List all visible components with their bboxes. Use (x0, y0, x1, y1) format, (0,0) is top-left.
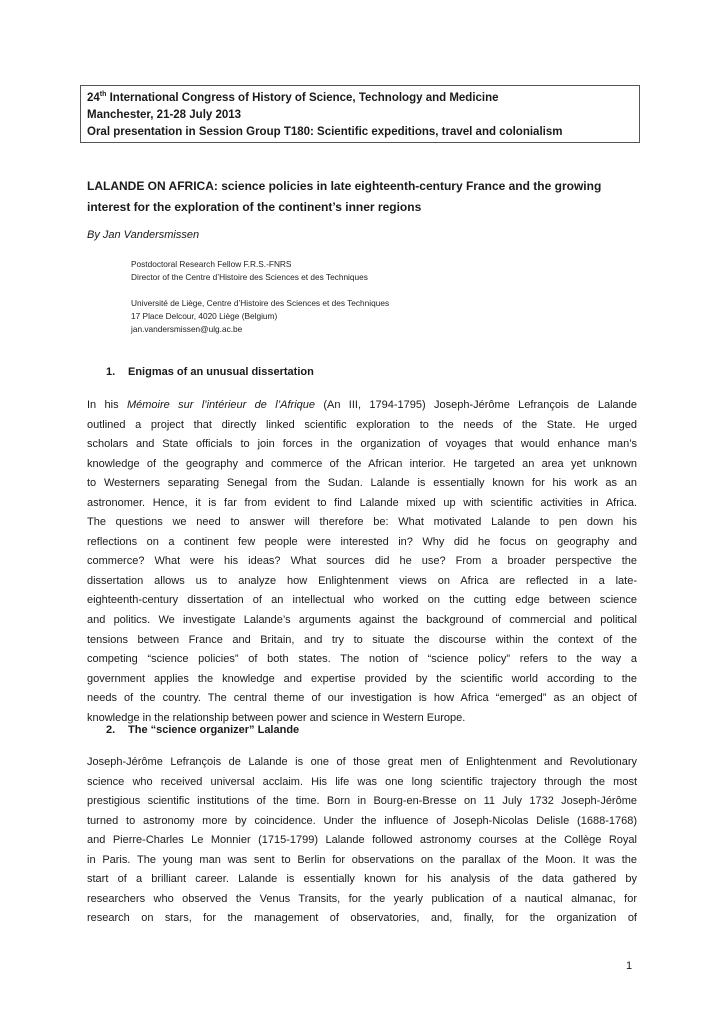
session-info: Oral presentation in Session Group T180: Scientific expeditions, travel and colonialism (87, 126, 563, 138)
line-lead: In his (87, 399, 127, 411)
page-number: 1 (626, 960, 633, 972)
paragraph-line: turned to astronomy more by coincidence. Under the influence of Joseph-Nicolas Delisle (1688-1768) (87, 814, 637, 827)
affiliation-position: Postdoctoral Research Fellow F.R.S.-FNRS (131, 259, 292, 269)
conference-place-date: Manchester, 21-28 July 2013 (87, 109, 242, 121)
paragraph-line: eighteenth-century dissertation of an intellectual who worked on the cutting edge between science (87, 594, 637, 607)
paper-title (87, 176, 647, 218)
paragraph-line: in Paris. The young man was sent to Berlin for observations on the parallax of the Moon. It was the (87, 853, 637, 866)
paragraph-line: tensions between France and Britain, and try to situate the discourse within the context of the (87, 633, 637, 646)
paragraph-line: and Pierre-Charles Le Monnier (1715-1799) Lalande followed astronomy courses at the Collège Royal (87, 834, 637, 847)
affiliation-position-block (131, 258, 631, 284)
paragraph-line: needs of the country. The central theme of our investigation is how Africa “emerged” as an object of (87, 692, 637, 705)
section-heading-1 (106, 366, 314, 378)
paragraph-line: reflections on a continent few people were interested in? Why did he focus on geography and (87, 535, 637, 548)
affiliation-address-block (131, 297, 631, 336)
title-line-1: LALANDE ON AFRICA: science policies in late eighteenth-century France and the growing (87, 179, 602, 193)
paragraph-line: commerce? What were his ideas? What sources did he use? From a broader perspective the (87, 555, 637, 568)
paragraph-line (87, 396, 637, 416)
affiliation-email: jan.vandersmissen@ulg.ac.be (131, 324, 243, 334)
paragraph-line: to Westerners separating Senegal from the Sudan. Lalande is essentially known for his work as an (87, 477, 637, 490)
paragraph-line: knowledge of the geography and commerce of the African interior. He targeted an area yet unknown (87, 457, 637, 470)
title-line-2: interest for the exploration of the continent’s inner regions (87, 200, 422, 214)
paragraph-line: Joseph-Jérôme Lefrançois de Lalande is one of those great men of Enlightenment and Revolutionary (87, 756, 637, 768)
section-heading-2 (106, 724, 299, 736)
work-title: Mémoire sur l’intérieur de l’Afrique (126, 399, 315, 411)
paragraph-line: knowledge in the relationship between power and science in Western Europe. (87, 711, 466, 724)
paragraph-line: and politics. We investigate Lalande’s arguments against the background of commercial and political (87, 614, 637, 627)
section-title: The “science organizer” Lalande (128, 724, 300, 736)
section-number: 1. (106, 366, 116, 378)
author-byline: By Jan Vandersmissen (87, 229, 200, 241)
affiliation-address: 17 Place Delcour, 4020 Liège (Belgium) (131, 311, 278, 321)
paragraph-line: dissertation allows us to analyze how Enlightenment views on Africa are reflected in a late- (87, 574, 637, 587)
paragraph-line: astronomer. Hence, it is far from evident to find Lalande mixed up with scientific activities in Africa. (87, 496, 637, 509)
section-number: 2. (106, 724, 116, 736)
paragraph-line: researchers who observed the Venus Transits, for the yearly publication of a nautical almanac, for (87, 892, 637, 905)
affiliation-director: Director of the Centre d’Histoire des Sciences et des Techniques (131, 272, 368, 282)
paragraph-line: prestigious scientific institutions of the time. Born in Bourg-en-Bresse on 11 July 1732 Joseph-Jérôme (87, 795, 637, 808)
paragraph-line: start of a brilliant career. Lalande is essentially known for his analysis of the data gathered by (87, 873, 637, 886)
ordinal-number: 24 (87, 92, 100, 104)
paragraph-line: science who received universal acclaim. His life was one long scientific trajectory through the most (87, 775, 637, 788)
conference-name (87, 90, 633, 107)
section-2-paragraph (87, 753, 637, 929)
paragraph-line: government applies the knowledge and expertise provided by the scientific world according to the (87, 672, 637, 685)
paragraph-line: competing “science policies” of both states. The notion of “science policy” refers to the way a (87, 653, 637, 666)
paragraph-line: research on stars, for the management of observatories, and, finally, for the organization of (87, 912, 637, 925)
section-title: Enigmas of an unusual dissertation (128, 366, 314, 378)
section-1-paragraph (87, 396, 637, 728)
paragraph-line: scholars and State officials to join forces in the organization of voyages that would enhance man’s (87, 438, 637, 451)
affiliation-university: Université de Liège, Centre d’Histoire des Sciences et des Techniques (131, 298, 390, 308)
paragraph-line: The questions we need to answer will therefore be: What motivated Lalande to pen down his (87, 516, 637, 529)
conference-header-box (80, 85, 640, 143)
ordinal-suffix: th (99, 91, 107, 98)
congress-name: International Congress of History of Science, Technology and Medicine (109, 92, 499, 104)
paragraph-line: outlined a project that directly linked scientific exploration to the needs of the State. He urged (87, 418, 637, 431)
line-rest: (An III, 1794-1795) Joseph-Jérôme Lefrançois de Lalande (315, 399, 637, 411)
